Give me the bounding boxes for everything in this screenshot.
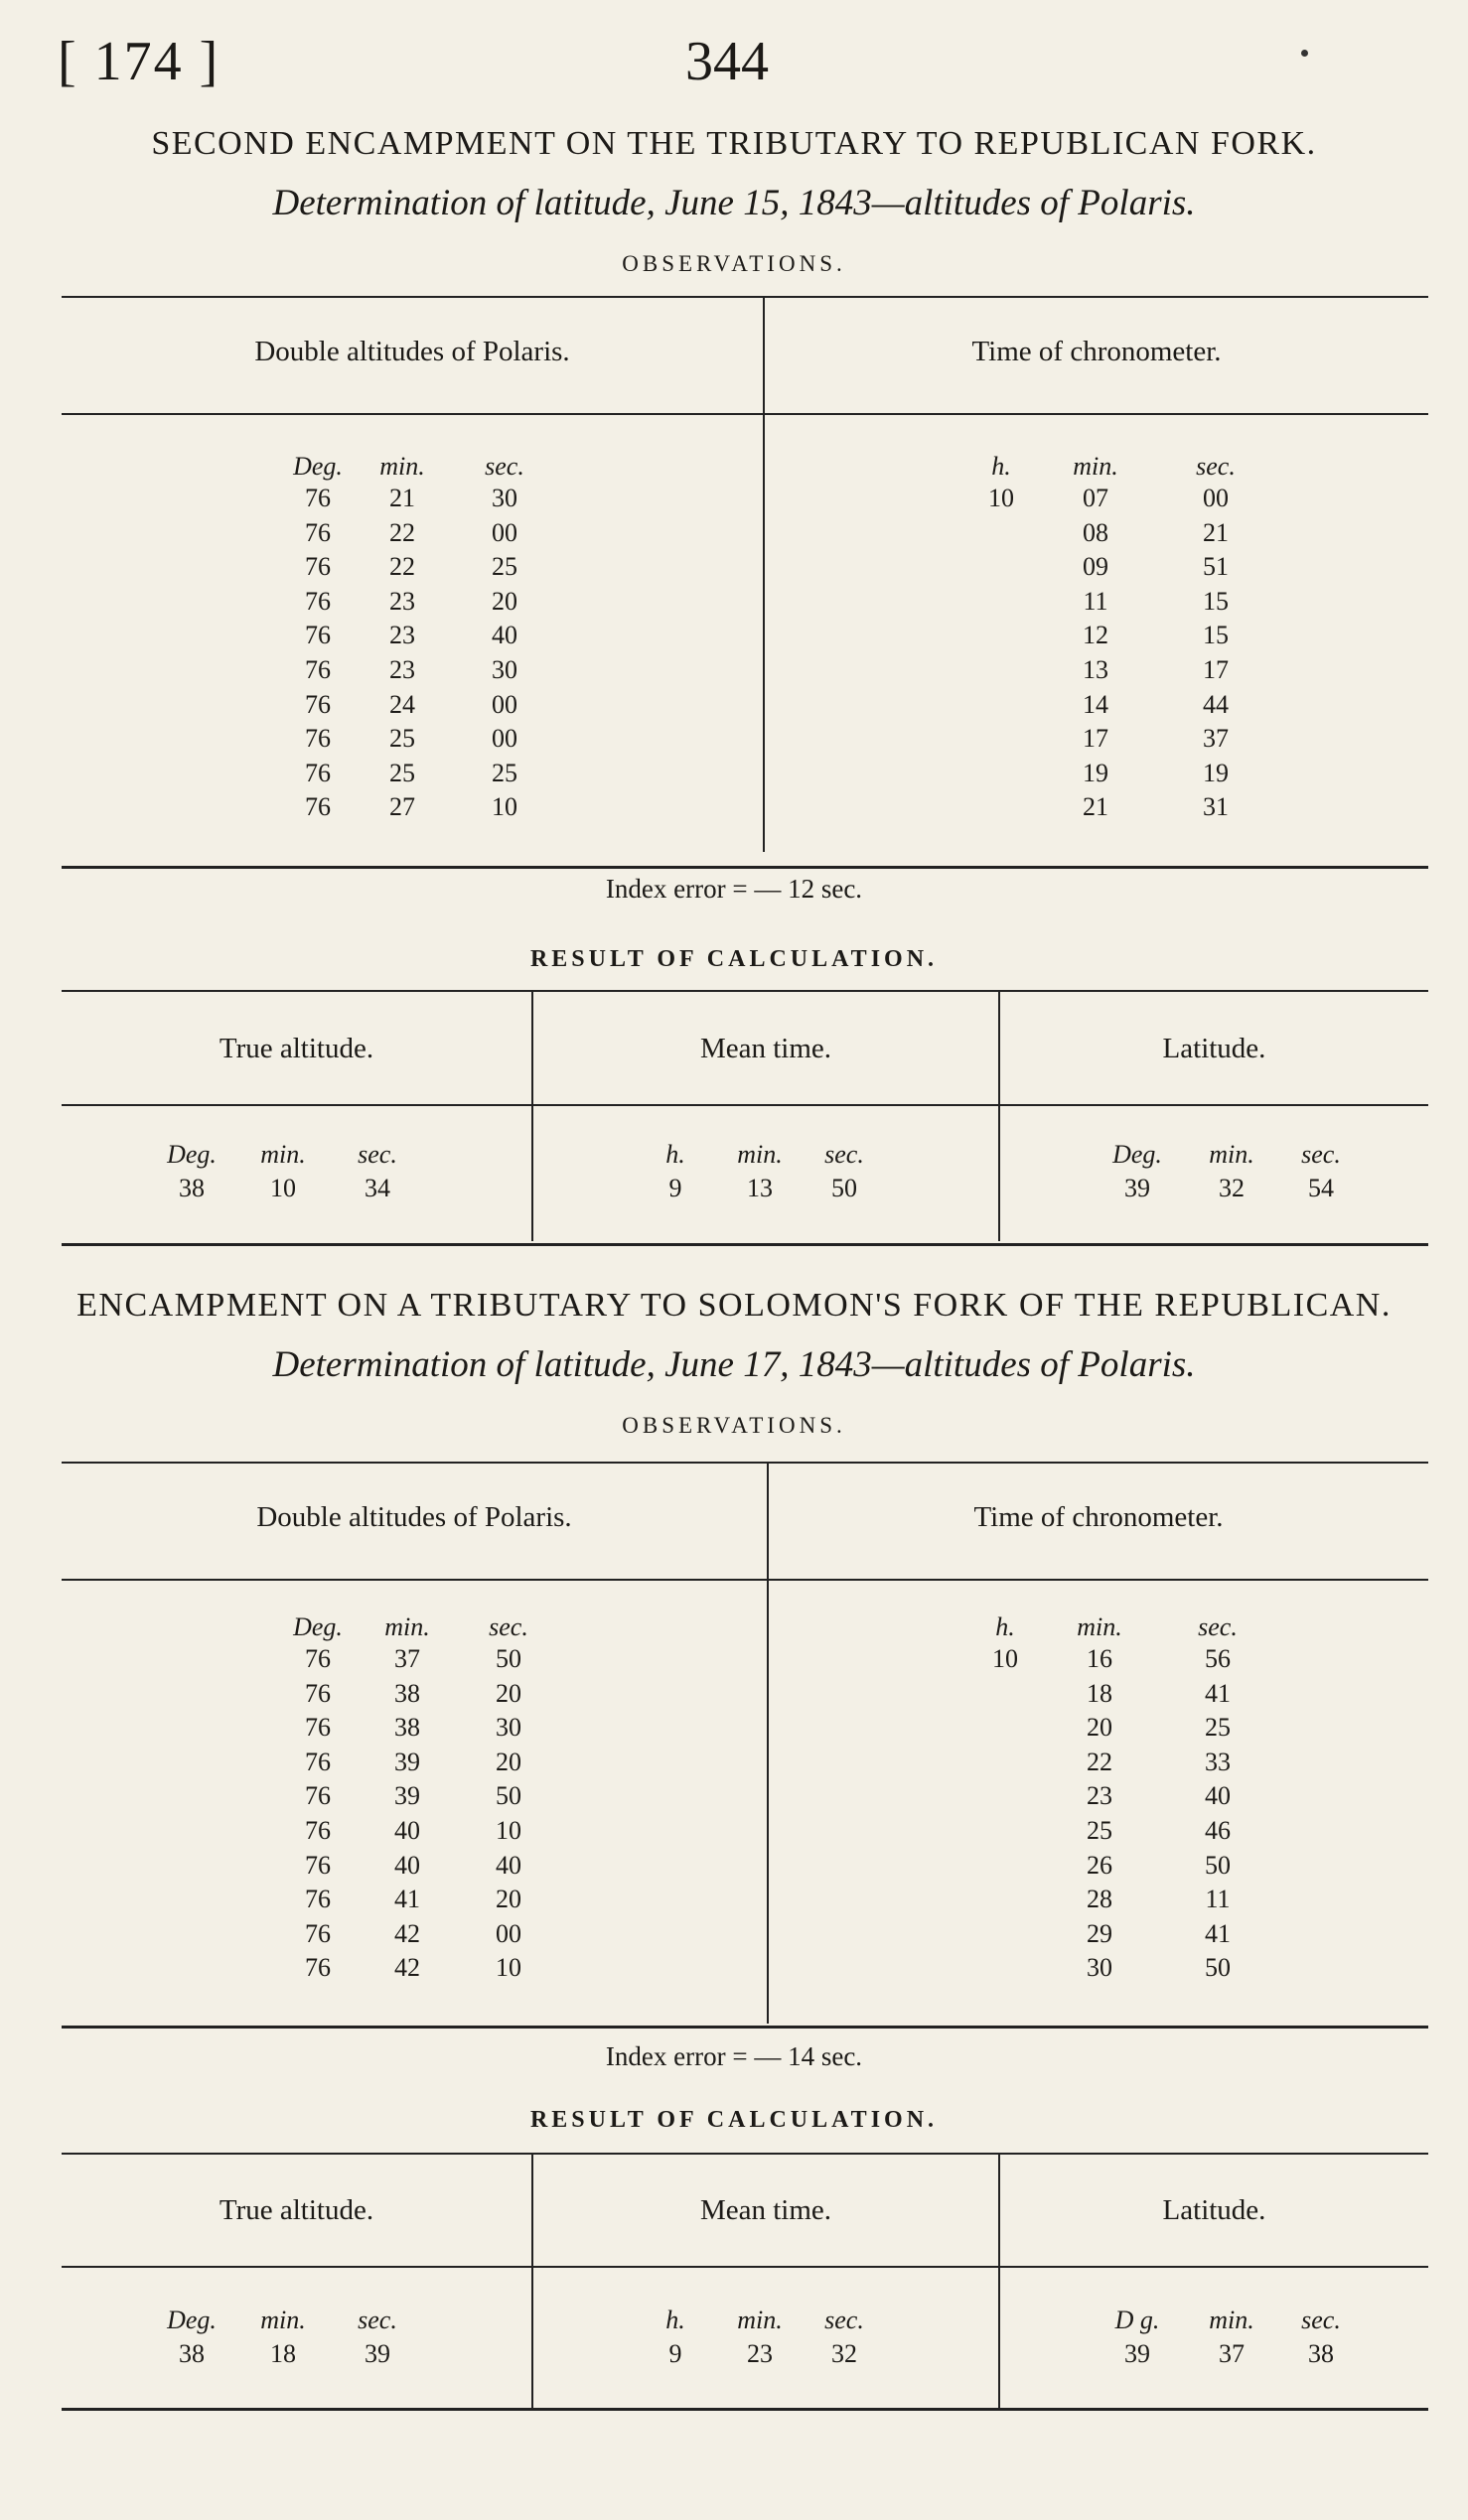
result-unit-label: Deg. [1112,1140,1162,1169]
altitude-value: 39 [394,1747,420,1776]
time-value: 30 [1087,1953,1112,1983]
header-rule [62,413,1428,415]
unit-label: sec. [485,452,524,481]
result-unit-label: h. [665,1140,685,1169]
result-unit-label: min. [737,1140,783,1169]
time-value: 07 [1083,484,1108,512]
result-header-latitude: Latitude. [1162,2194,1266,2226]
altitude-value: 20 [492,586,517,616]
time-value: 17 [1203,655,1229,684]
time-value: 50 [1205,1850,1231,1880]
altitude-value: 38 [394,1678,420,1708]
result-unit-label: Deg. [167,2306,217,2334]
altitude-value: 42 [394,1918,420,1948]
altitude-value: 40 [394,1816,420,1845]
time-value: 37 [1203,724,1229,754]
time-value: 21 [1083,792,1108,822]
time-value: 23 [1087,1781,1112,1811]
table-bottom-rule [62,2026,1428,2029]
result-top-rule [62,2153,1428,2155]
time-value: 00 [1203,484,1229,512]
result-value: 54 [1308,1174,1334,1202]
result-value: 13 [747,1174,773,1202]
altitude-value: 76 [305,1850,331,1880]
altitude-value: 39 [394,1781,420,1811]
time-value: 28 [1087,1885,1112,1914]
bracket-page-number: [ 174 ] [58,31,220,92]
time-value: 25 [1205,1713,1231,1743]
observations-caption: OBSERVATIONS. [622,251,846,276]
altitude-value: 76 [305,1644,331,1673]
altitude-value: 25 [389,724,415,754]
altitude-value: 40 [394,1850,420,1880]
result-header-latitude: Latitude. [1162,1033,1266,1064]
altitude-value: 21 [389,484,415,512]
result-value: 32 [1219,1174,1245,1202]
altitude-value: 25 [492,552,517,582]
altitude-value: 20 [496,1747,521,1776]
result-divider-2 [998,990,1000,1241]
time-value: 51 [1203,552,1229,582]
altitude-value: 30 [492,484,517,512]
section-title: SECOND ENCAMPMENT ON THE TRIBUTARY TO REPUBLICAN FORK. [151,125,1317,162]
section-1 [0,124,1468,277]
table-divider [767,1462,769,2024]
table-top-rule [62,1462,1428,1464]
result-unit-label: sec. [358,1140,397,1169]
time-value: 19 [1083,758,1108,787]
altitude-value: 76 [305,724,331,754]
result-unit-label: D g. [1114,2306,1160,2334]
altitude-value: 25 [389,758,415,787]
result-unit-label: sec. [824,2306,864,2334]
altitude-value: 76 [305,1885,331,1914]
result-top-rule [62,990,1428,992]
altitude-value: 10 [496,1953,521,1983]
altitude-value: 50 [496,1644,521,1673]
altitude-value: 00 [492,517,517,547]
page-number: 344 [685,31,769,92]
result-unit-label: min. [737,2306,783,2334]
unit-label: min. [379,452,425,481]
index-error: Index error = — 12 sec. [605,874,863,904]
result-unit-label: min. [260,2306,306,2334]
unit-label: sec. [489,1612,528,1641]
time-value: 26 [1087,1850,1112,1880]
altitude-value: 76 [305,1747,331,1776]
result-unit-label: min. [260,1140,306,1169]
altitude-value: 76 [305,621,331,650]
altitude-value: 41 [394,1885,420,1914]
result-unit-label: min. [1209,2306,1254,2334]
unit-label: sec. [1198,1612,1238,1641]
time-value: 08 [1083,517,1108,547]
index-error: Index error = — 14 sec. [605,2041,863,2071]
result-value: 39 [1124,2339,1150,2368]
result-bottom-rule [62,1243,1428,1246]
altitude-value: 00 [492,724,517,754]
header-rule [62,1579,1428,1581]
result-value: 23 [747,2339,773,2368]
result-header-mean-time: Mean time. [699,1033,832,1064]
altitude-value: 00 [496,1918,521,1948]
result-divider-1 [531,990,533,1241]
time-value: 15 [1203,586,1229,616]
altitude-value: 76 [305,484,331,512]
altitude-value: 27 [389,792,415,822]
altitude-value: 76 [305,1781,331,1811]
altitude-value: 23 [389,586,415,616]
time-value: 11 [1083,586,1108,616]
result-header-rule [62,1104,1428,1106]
altitude-value: 25 [492,758,517,787]
unit-label: Deg. [293,1612,343,1641]
observations-caption: OBSERVATIONS. [622,1413,846,1438]
time-value: 10 [992,1644,1018,1673]
time-value: 33 [1205,1747,1231,1776]
result-value: 9 [668,2339,682,2368]
table-bottom-rule [62,866,1428,869]
altitude-value: 76 [305,758,331,787]
altitude-value: 37 [394,1644,420,1673]
altitude-value: 76 [305,517,331,547]
altitude-value: 22 [389,552,415,582]
result-unit-label: sec. [358,2306,397,2334]
altitude-value: 40 [492,621,517,650]
altitude-value: 10 [492,792,517,822]
col-header-altitudes: Double altitudes of Polaris. [256,1501,572,1533]
result-bottom-rule [62,2408,1428,2411]
result-unit-label: sec. [1301,1140,1341,1169]
altitude-value: 30 [492,655,517,684]
result-value: 10 [270,1174,296,1202]
time-value: 31 [1203,792,1229,822]
result-caption: RESULT OF CALCULATION. [529,946,939,972]
time-value: 18 [1087,1678,1112,1708]
unit-label: h. [991,452,1011,481]
result-unit-label: sec. [1301,2306,1341,2334]
altitude-value: 76 [305,792,331,822]
result-header-true-altitude: True altitude. [219,2194,374,2226]
altitude-value: 40 [496,1850,521,1880]
result-unit-label: h. [665,2306,685,2334]
altitude-value: 76 [305,655,331,684]
result-value: 18 [270,2339,296,2368]
time-value: 21 [1203,517,1229,547]
time-value: 17 [1083,724,1108,754]
altitude-value: 76 [305,1918,331,1948]
time-value: 41 [1205,1678,1231,1708]
altitude-value: 42 [394,1953,420,1983]
unit-label: min. [1073,452,1118,481]
time-value: 44 [1203,689,1229,719]
time-value: 16 [1087,1644,1112,1673]
altitude-value: 76 [305,1678,331,1708]
unit-label: h. [995,1612,1015,1641]
altitude-value: 20 [496,1885,521,1914]
table-top-rule [62,296,1428,298]
result-unit-label: min. [1209,1140,1254,1169]
result-value: 38 [179,2339,205,2368]
unit-label: sec. [1196,452,1236,481]
time-value: 41 [1205,1918,1231,1948]
altitude-value: 10 [496,1816,521,1845]
altitude-value: 76 [305,689,331,719]
result-value: 37 [1219,2339,1245,2368]
time-value: 10 [988,484,1014,512]
unit-label: Deg. [293,452,343,481]
result-value: 38 [179,1174,205,1202]
col-header-time: Time of chronometer. [973,1501,1224,1533]
result-header-true-altitude: True altitude. [219,1033,374,1064]
altitude-value: 76 [305,1816,331,1845]
result-value: 38 [1308,2339,1334,2368]
time-value: 13 [1083,655,1108,684]
result-header-rule [62,2266,1428,2268]
altitude-value: 76 [305,586,331,616]
time-value: 15 [1203,621,1229,650]
time-value: 22 [1087,1747,1112,1776]
result-divider-2 [998,2153,1000,2408]
section-subtitle: Determination of latitude, June 17, 1843—altitudes of Polaris. [272,1344,1196,1385]
result-value: 32 [831,2339,857,2368]
altitude-value: 24 [389,689,415,719]
altitude-value: 00 [492,689,517,719]
time-value: 11 [1205,1885,1231,1914]
time-value: 19 [1203,758,1229,787]
section-subtitle: Determination of latitude, June 15, 1843—altitudes of Polaris. [272,183,1196,223]
time-value: 29 [1087,1918,1112,1948]
result-unit-label: sec. [824,1140,864,1169]
altitude-value: 38 [394,1713,420,1743]
result-value: 34 [365,1174,390,1202]
col-header-time: Time of chronometer. [971,336,1222,367]
result-header-mean-time: Mean time. [699,2194,832,2226]
time-value: 25 [1087,1816,1112,1845]
altitude-value: 76 [305,1953,331,1983]
time-value: 20 [1087,1713,1112,1743]
result-value: 50 [831,1174,857,1202]
time-value: 56 [1205,1644,1231,1673]
altitude-value: 20 [496,1678,521,1708]
time-value: 40 [1205,1781,1231,1811]
time-value: 09 [1083,552,1108,582]
result-caption: RESULT OF CALCULATION. [529,2107,939,2133]
result-value: 39 [365,2339,390,2368]
result-value: 39 [1124,1174,1150,1202]
time-value: 12 [1083,621,1108,650]
col-header-altitudes: Double altitudes of Polaris. [254,336,570,367]
result-divider-1 [531,2153,533,2408]
altitude-value: 76 [305,552,331,582]
time-value: 50 [1205,1953,1231,1983]
table-divider [763,296,765,852]
result-value: 9 [668,1174,682,1202]
result-unit-label: Deg. [167,1140,217,1169]
time-value: 14 [1083,689,1108,719]
altitude-value: 23 [389,621,415,650]
altitude-value: 22 [389,517,415,547]
ink-dot [1301,50,1308,57]
section-title: ENCAMPMENT ON A TRIBUTARY TO SOLOMON'S FORK OF THE REPUBLICAN. [76,1287,1392,1324]
altitude-value: 50 [496,1781,521,1811]
time-value: 46 [1205,1816,1231,1845]
altitude-value: 30 [496,1713,521,1743]
altitude-value: 76 [305,1713,331,1743]
unit-label: min. [1077,1612,1122,1641]
section-2 [0,1286,1468,1439]
unit-label: min. [384,1612,430,1641]
altitude-value: 23 [389,655,415,684]
page-header [0,30,1468,99]
